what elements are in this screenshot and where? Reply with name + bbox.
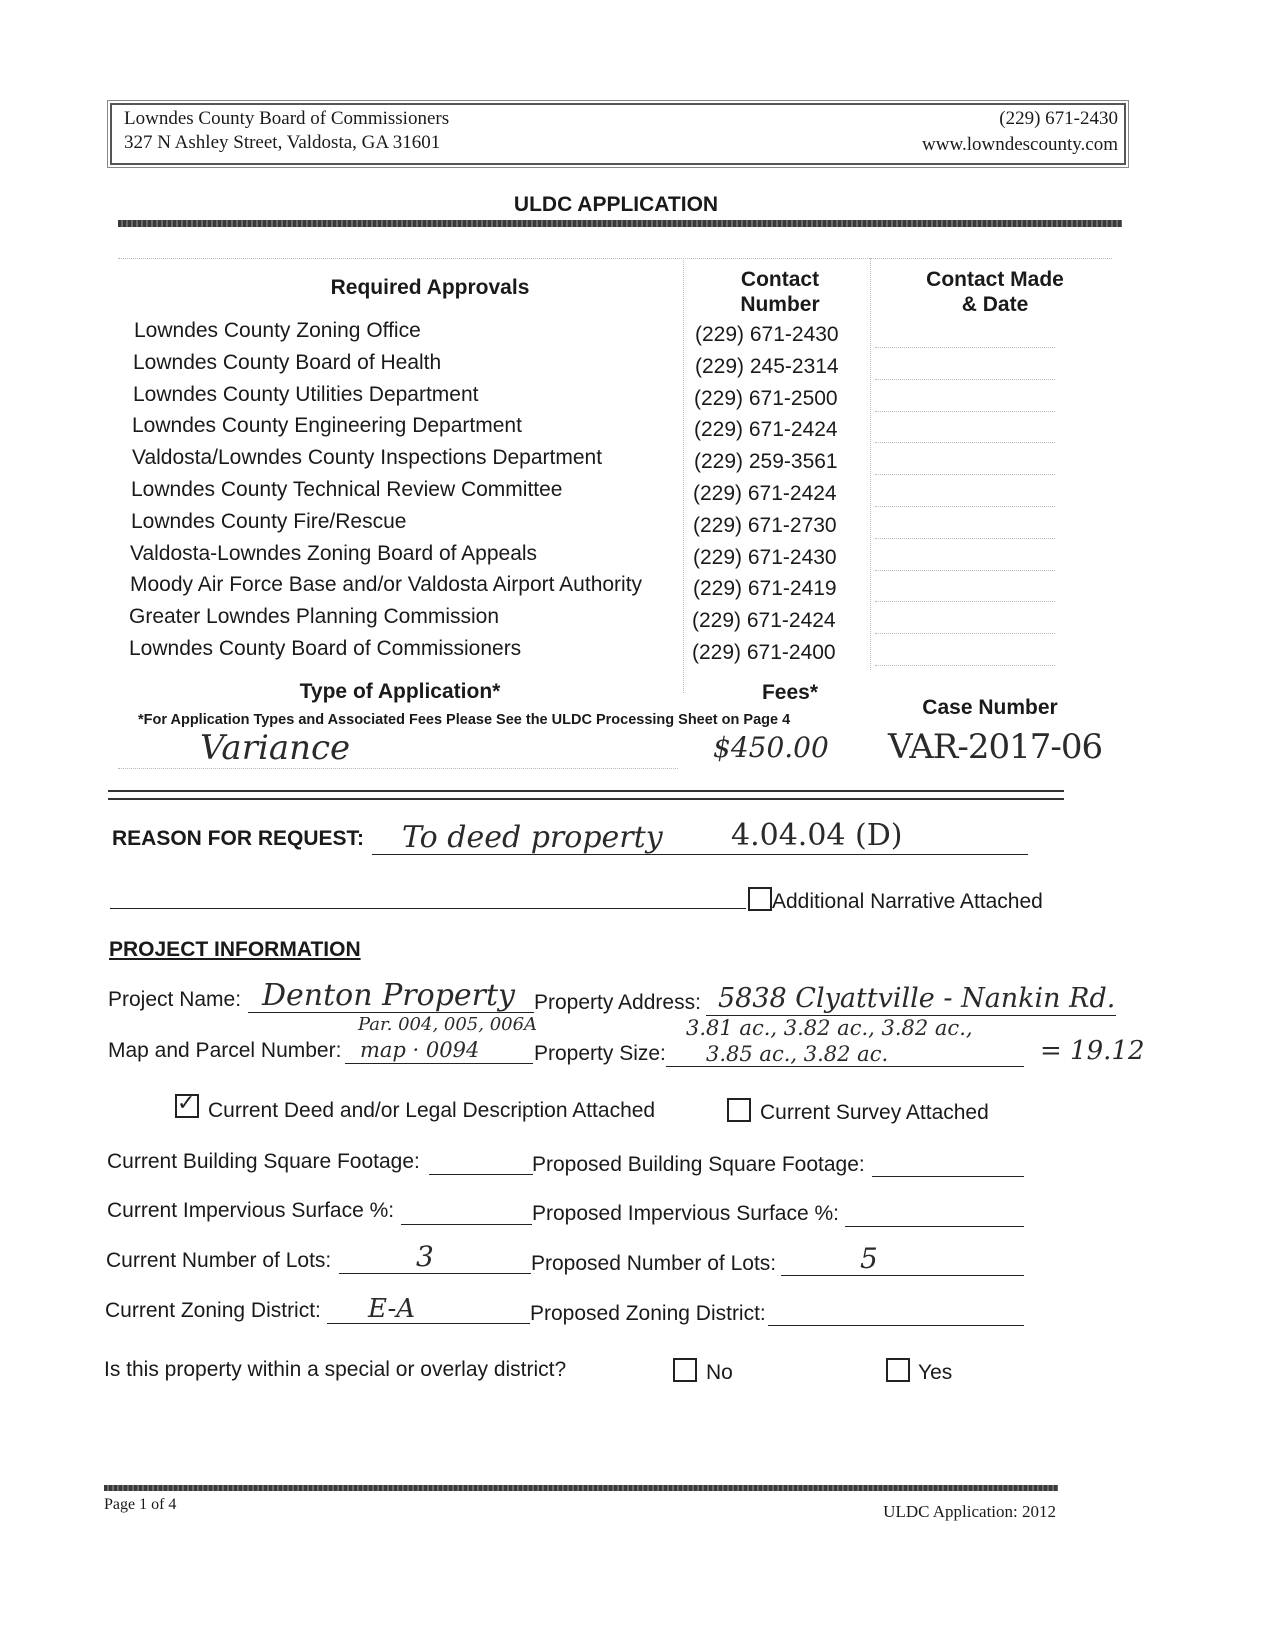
proposed-lots-label: Proposed Number of Lots: (531, 1252, 777, 1275)
header-contact-number-1: Contact (740, 268, 820, 291)
proposed-lots-line (781, 1275, 1024, 1276)
current-sqft-label: Current Building Square Footage: (107, 1150, 420, 1173)
contact-made-cell[interactable] (875, 570, 1055, 571)
project-heading: PROJECT INFORMATION (109, 938, 361, 961)
proposed-impervious-label: Proposed Impervious Surface %: (532, 1202, 839, 1225)
org-website: www.lowndescounty.com (922, 134, 1118, 155)
proposed-lots-value[interactable]: 5 (860, 1242, 878, 1275)
proposed-sqft-line[interactable] (872, 1176, 1024, 1177)
reason-value[interactable]: To deed property (402, 820, 663, 855)
property-size-line1: 3.81 ac., 3.82 ac., 3.82 ac., (686, 1016, 973, 1040)
approval-agency-name: Valdosta/Lowndes County Inspections Department (132, 446, 603, 469)
deed-label: Current Deed and/or Legal Description Attached (208, 1099, 656, 1122)
deed-check-mark-icon: ✓ (177, 1090, 196, 1115)
approval-contact-number: (229) 671-2424 (692, 609, 836, 632)
reason-section-value[interactable]: 4.04.04 (D) (731, 818, 903, 853)
form-id: ULDC Application: 2012 (883, 1502, 1056, 1521)
col-divider (870, 258, 871, 670)
org-address: 327 N Ashley Street, Valdosta, GA 31601 (124, 132, 441, 153)
approval-contact-number: (229) 671-2400 (692, 641, 836, 664)
type-underline (118, 768, 678, 769)
current-zoning-value[interactable]: E-A (368, 1294, 416, 1324)
approval-contact-number: (229) 671-2430 (695, 323, 839, 346)
approval-contact-number: (229) 671-2419 (693, 577, 837, 600)
contact-made-cell[interactable] (875, 379, 1055, 380)
proposed-sqft-label: Proposed Building Square Footage: (532, 1153, 865, 1176)
header-required-approvals: Required Approvals (330, 276, 530, 299)
fees-value[interactable]: $450.00 (713, 731, 829, 764)
map-parcel-label: Map and Parcel Number: (108, 1039, 342, 1062)
page-number: Page 1 of 4 (104, 1496, 177, 1513)
project-name-label: Project Name: (108, 988, 242, 1011)
approval-agency-name: Lowndes County Technical Review Committee (131, 478, 563, 501)
approval-agency-name: Lowndes County Utilities Department (133, 383, 479, 406)
approval-agency-name: Valdosta-Lowndes Zoning Board of Appeals (130, 542, 538, 565)
table-top-rule (118, 258, 1112, 259)
reason-label: REASON FOR REQUEST: (112, 827, 365, 850)
narrative-label: Additional Narrative Attached (772, 890, 1043, 913)
proposed-zoning-label: Proposed Zoning District: (530, 1302, 766, 1325)
approval-contact-number: (229) 245-2314 (695, 355, 839, 378)
header-contact-number-2: Number (740, 293, 820, 316)
narrative-checkbox[interactable] (748, 887, 772, 911)
title-rule (118, 220, 1122, 227)
approval-contact-number: (229) 671-2424 (693, 482, 837, 505)
current-zoning-label: Current Zoning District: (105, 1299, 321, 1322)
approval-agency-name: Lowndes County Board of Health (133, 351, 442, 374)
approval-agency-name: Moody Air Force Base and/or Valdosta Airport Authority (130, 573, 643, 596)
org-name: Lowndes County Board of Commissioners (124, 108, 450, 129)
overlay-no-label: No (706, 1361, 733, 1384)
application-type-value[interactable]: Variance (200, 728, 351, 768)
current-zoning-line (327, 1323, 530, 1324)
property-address-label: Property Address: (534, 991, 701, 1014)
footer-rule (104, 1485, 1058, 1491)
contact-made-cell[interactable] (875, 538, 1055, 539)
header-contact-made-2: & Date (961, 293, 1029, 316)
map-parcel-value[interactable]: map · 0094 (360, 1038, 480, 1062)
section-double-rule (108, 790, 1064, 800)
contact-made-cell[interactable] (875, 665, 1055, 666)
overlay-question: Is this property within a special or overlay district? (104, 1358, 567, 1381)
current-lots-value[interactable]: 3 (416, 1240, 434, 1273)
case-number-label: Case Number (922, 696, 1058, 719)
contact-made-cell[interactable] (875, 633, 1055, 634)
contact-made-cell[interactable] (875, 506, 1055, 507)
current-impervious-label: Current Impervious Surface %: (107, 1199, 395, 1222)
property-size-line2[interactable]: 3.85 ac., 3.82 ac. (706, 1042, 889, 1066)
fees-footnote: *For Application Types and Associated Fees Please See the ULDC Processing Sheet on Page 4 (138, 712, 791, 728)
case-number-value[interactable]: VAR-2017-06 (888, 727, 1103, 767)
contact-made-cell[interactable] (875, 601, 1055, 602)
property-size-total: = 19.12 (1040, 1036, 1145, 1066)
contact-made-cell[interactable] (875, 474, 1055, 475)
approval-agency-name: Lowndes County Board of Commissioners (129, 637, 522, 660)
overlay-no-checkbox[interactable] (673, 1358, 697, 1382)
project-name-value[interactable]: Denton Property (262, 978, 515, 1013)
form-title: ULDC APPLICATION (513, 193, 719, 216)
survey-checkbox[interactable] (727, 1098, 751, 1122)
contact-made-cell[interactable] (875, 442, 1055, 443)
approval-agency-name: Lowndes County Zoning Office (134, 319, 421, 342)
contact-made-cell[interactable] (875, 347, 1055, 348)
property-size-line (666, 1066, 1024, 1067)
survey-label: Current Survey Attached (760, 1101, 989, 1124)
letterhead (110, 103, 1126, 165)
proposed-impervious-line[interactable] (845, 1226, 1024, 1227)
header-contact-made-1: Contact Made (926, 268, 1064, 291)
contact-made-cell[interactable] (875, 411, 1055, 412)
approval-contact-number: (229) 671-2424 (694, 418, 838, 441)
current-sqft-line[interactable] (429, 1174, 533, 1175)
overlay-yes-label: Yes (918, 1361, 953, 1384)
parcel-note: Par. 004, 005, 006A (358, 1014, 538, 1035)
approval-contact-number: (229) 671-2500 (694, 387, 838, 410)
type-of-application-label: Type of Application* (299, 680, 501, 703)
approval-contact-number: (229) 671-2730 (693, 514, 837, 537)
org-phone: (229) 671-2430 (999, 108, 1118, 129)
property-address-value[interactable]: 5838 Clyattville - Nankin Rd. (718, 983, 1116, 1014)
current-impervious-line[interactable] (401, 1224, 532, 1225)
overlay-yes-checkbox[interactable] (886, 1358, 910, 1382)
fees-label: Fees* (761, 681, 819, 704)
reason-underline-2 (110, 908, 746, 909)
approval-contact-number: (229) 671-2430 (693, 546, 837, 569)
current-lots-label: Current Number of Lots: (106, 1249, 332, 1272)
map-parcel-line (345, 1063, 533, 1064)
approval-agency-name: Greater Lowndes Planning Commission (129, 605, 500, 628)
property-size-label: Property Size: (534, 1042, 666, 1065)
proposed-zoning-line[interactable] (768, 1325, 1024, 1326)
col-divider (683, 258, 684, 693)
current-lots-line (339, 1273, 531, 1274)
approval-agency-name: Lowndes County Fire/Rescue (131, 510, 407, 533)
approval-contact-number: (229) 259-3561 (694, 450, 838, 473)
approval-agency-name: Lowndes County Engineering Department (132, 414, 522, 437)
